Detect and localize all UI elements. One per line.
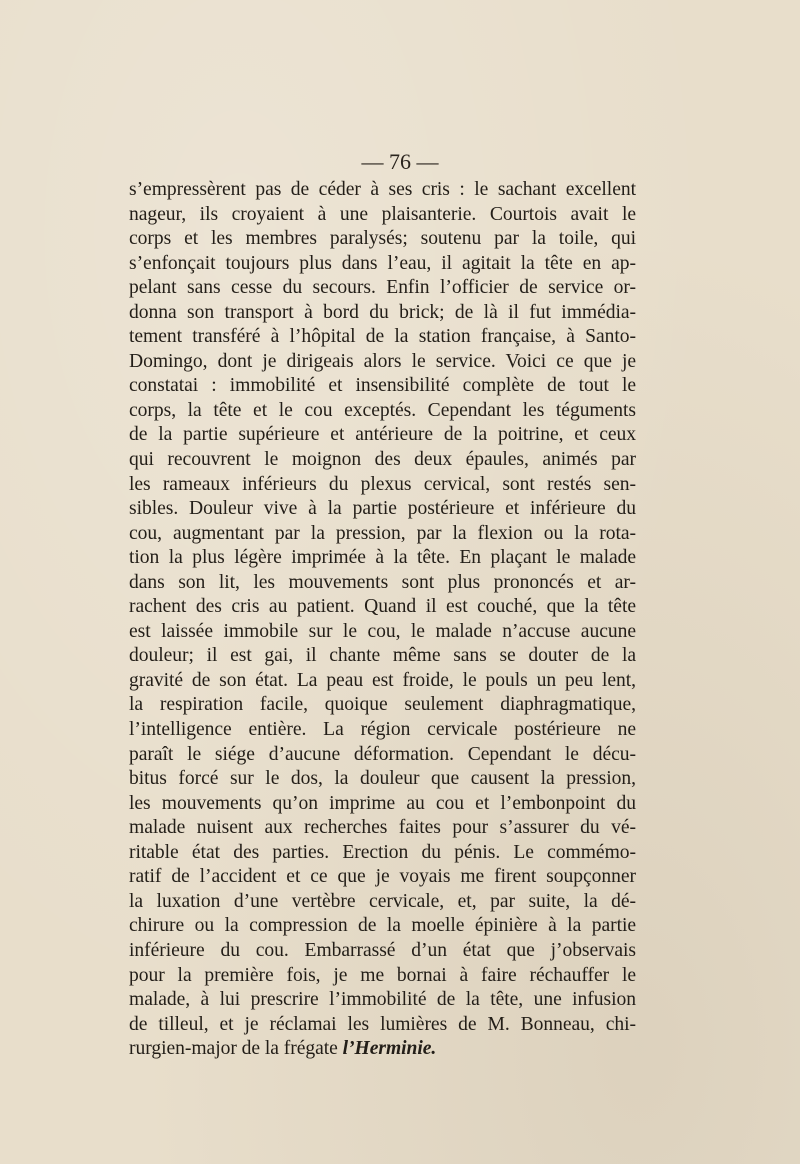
text-line: pelant sans cesse du secours. Enfin l’officier de service or- xyxy=(129,277,636,299)
text-line: s’empressèrent pas de céder à ses cris : le sachant excellent xyxy=(129,179,636,200)
page-number: — 76 — xyxy=(361,149,439,174)
last-line-text: rurgien-major de la frégate xyxy=(129,1038,343,1060)
text-line: gravité de son état. La peau est froide, le pouls un peu lent, xyxy=(129,669,636,691)
text-line: paraît le siége d’aucune déformation. Cependant le décu- xyxy=(129,743,636,765)
text-line-last xyxy=(129,1037,636,1062)
text-line: pour la première fois, je me bornai à faire réchauffer le xyxy=(129,964,636,986)
text-line: dans son lit, les mouvements sont plus prononcés et ar- xyxy=(129,571,636,593)
text-line: corps, la tête et le cou exceptés. Cependant les téguments xyxy=(129,399,636,421)
body-text xyxy=(129,178,636,1062)
text-line: ratif de l’accident et ce que je voyais me firent soupçonner xyxy=(129,866,636,888)
text-line: les mouvements qu’on imprime au cou et l’embonpoint du xyxy=(129,792,636,814)
text-line: les rameaux inférieurs du plexus cervical, sont restés sen- xyxy=(129,473,636,495)
text-line: cou, augmentant par la pression, par la flexion ou la rota- xyxy=(129,522,636,544)
text-line: malade, à lui prescrire l’immobilité de la tête, une infusion xyxy=(129,989,636,1011)
text-line: la respiration facile, quoique seulement diaphragmatique, xyxy=(129,694,636,716)
text-line: de la partie supérieure et antérieure de la poitrine, et ceux xyxy=(129,424,636,446)
text-line: est laissée immobile sur le cou, le malade n’accuse aucune xyxy=(129,620,636,642)
text-line: tion la plus légère imprimée à la tête. En plaçant le malade xyxy=(129,547,636,569)
text-line: inférieure du cou. Embarrassé d’un état que j’observais xyxy=(129,939,636,961)
text-line: donna son transport à bord du brick; de là il fut immédia- xyxy=(129,301,636,323)
text-line: douleur; il est gai, il chante même sans se douter de la xyxy=(129,645,636,667)
text-line: sibles. Douleur vive à la partie postérieure et inférieure du xyxy=(129,498,636,520)
text-line: Domingo, dont je dirigeais alors le service. Voici ce que je xyxy=(129,350,636,372)
text-line: rachent des cris au patient. Quand il est couché, que la tête xyxy=(129,596,636,618)
text-line: chirure ou la compression de la moelle épinière à la partie xyxy=(129,915,636,937)
text-line: tement transféré à l’hôpital de la station française, à Santo- xyxy=(129,326,636,348)
text-line: qui recouvrent le moignon des deux épaules, animés par xyxy=(129,449,636,471)
text-line: malade nuisent aux recherches faites pour s’assurer du vé- xyxy=(129,817,636,839)
text-line: s’enfonçait toujours plus dans l’eau, il agitait la tête en ap- xyxy=(129,252,636,274)
text-line: de tilleul, et je réclamai les lumières de M. Bonneau, chi- xyxy=(129,1013,636,1035)
text-line: corps et les membres paralysés; soutenu par la toile, qui xyxy=(129,228,636,250)
text-line: constatai : immobilité et insensibilité complète de tout le xyxy=(129,375,636,397)
text-line: l’intelligence entière. La région cervicale postérieure ne xyxy=(129,719,636,741)
text-line: nageur, ils croyaient à une plaisanterie. Courtois avait le xyxy=(129,203,636,225)
text-line: ritable état des parties. Erection du pénis. Le commémo- xyxy=(129,841,636,863)
text-line: la luxation d’une vertèbre cervicale, et, par suite, la dé- xyxy=(129,890,636,912)
text-line: bitus forcé sur le dos, la douleur que causent la pression, xyxy=(129,768,636,790)
ship-name: l’Herminie. xyxy=(342,1038,437,1060)
